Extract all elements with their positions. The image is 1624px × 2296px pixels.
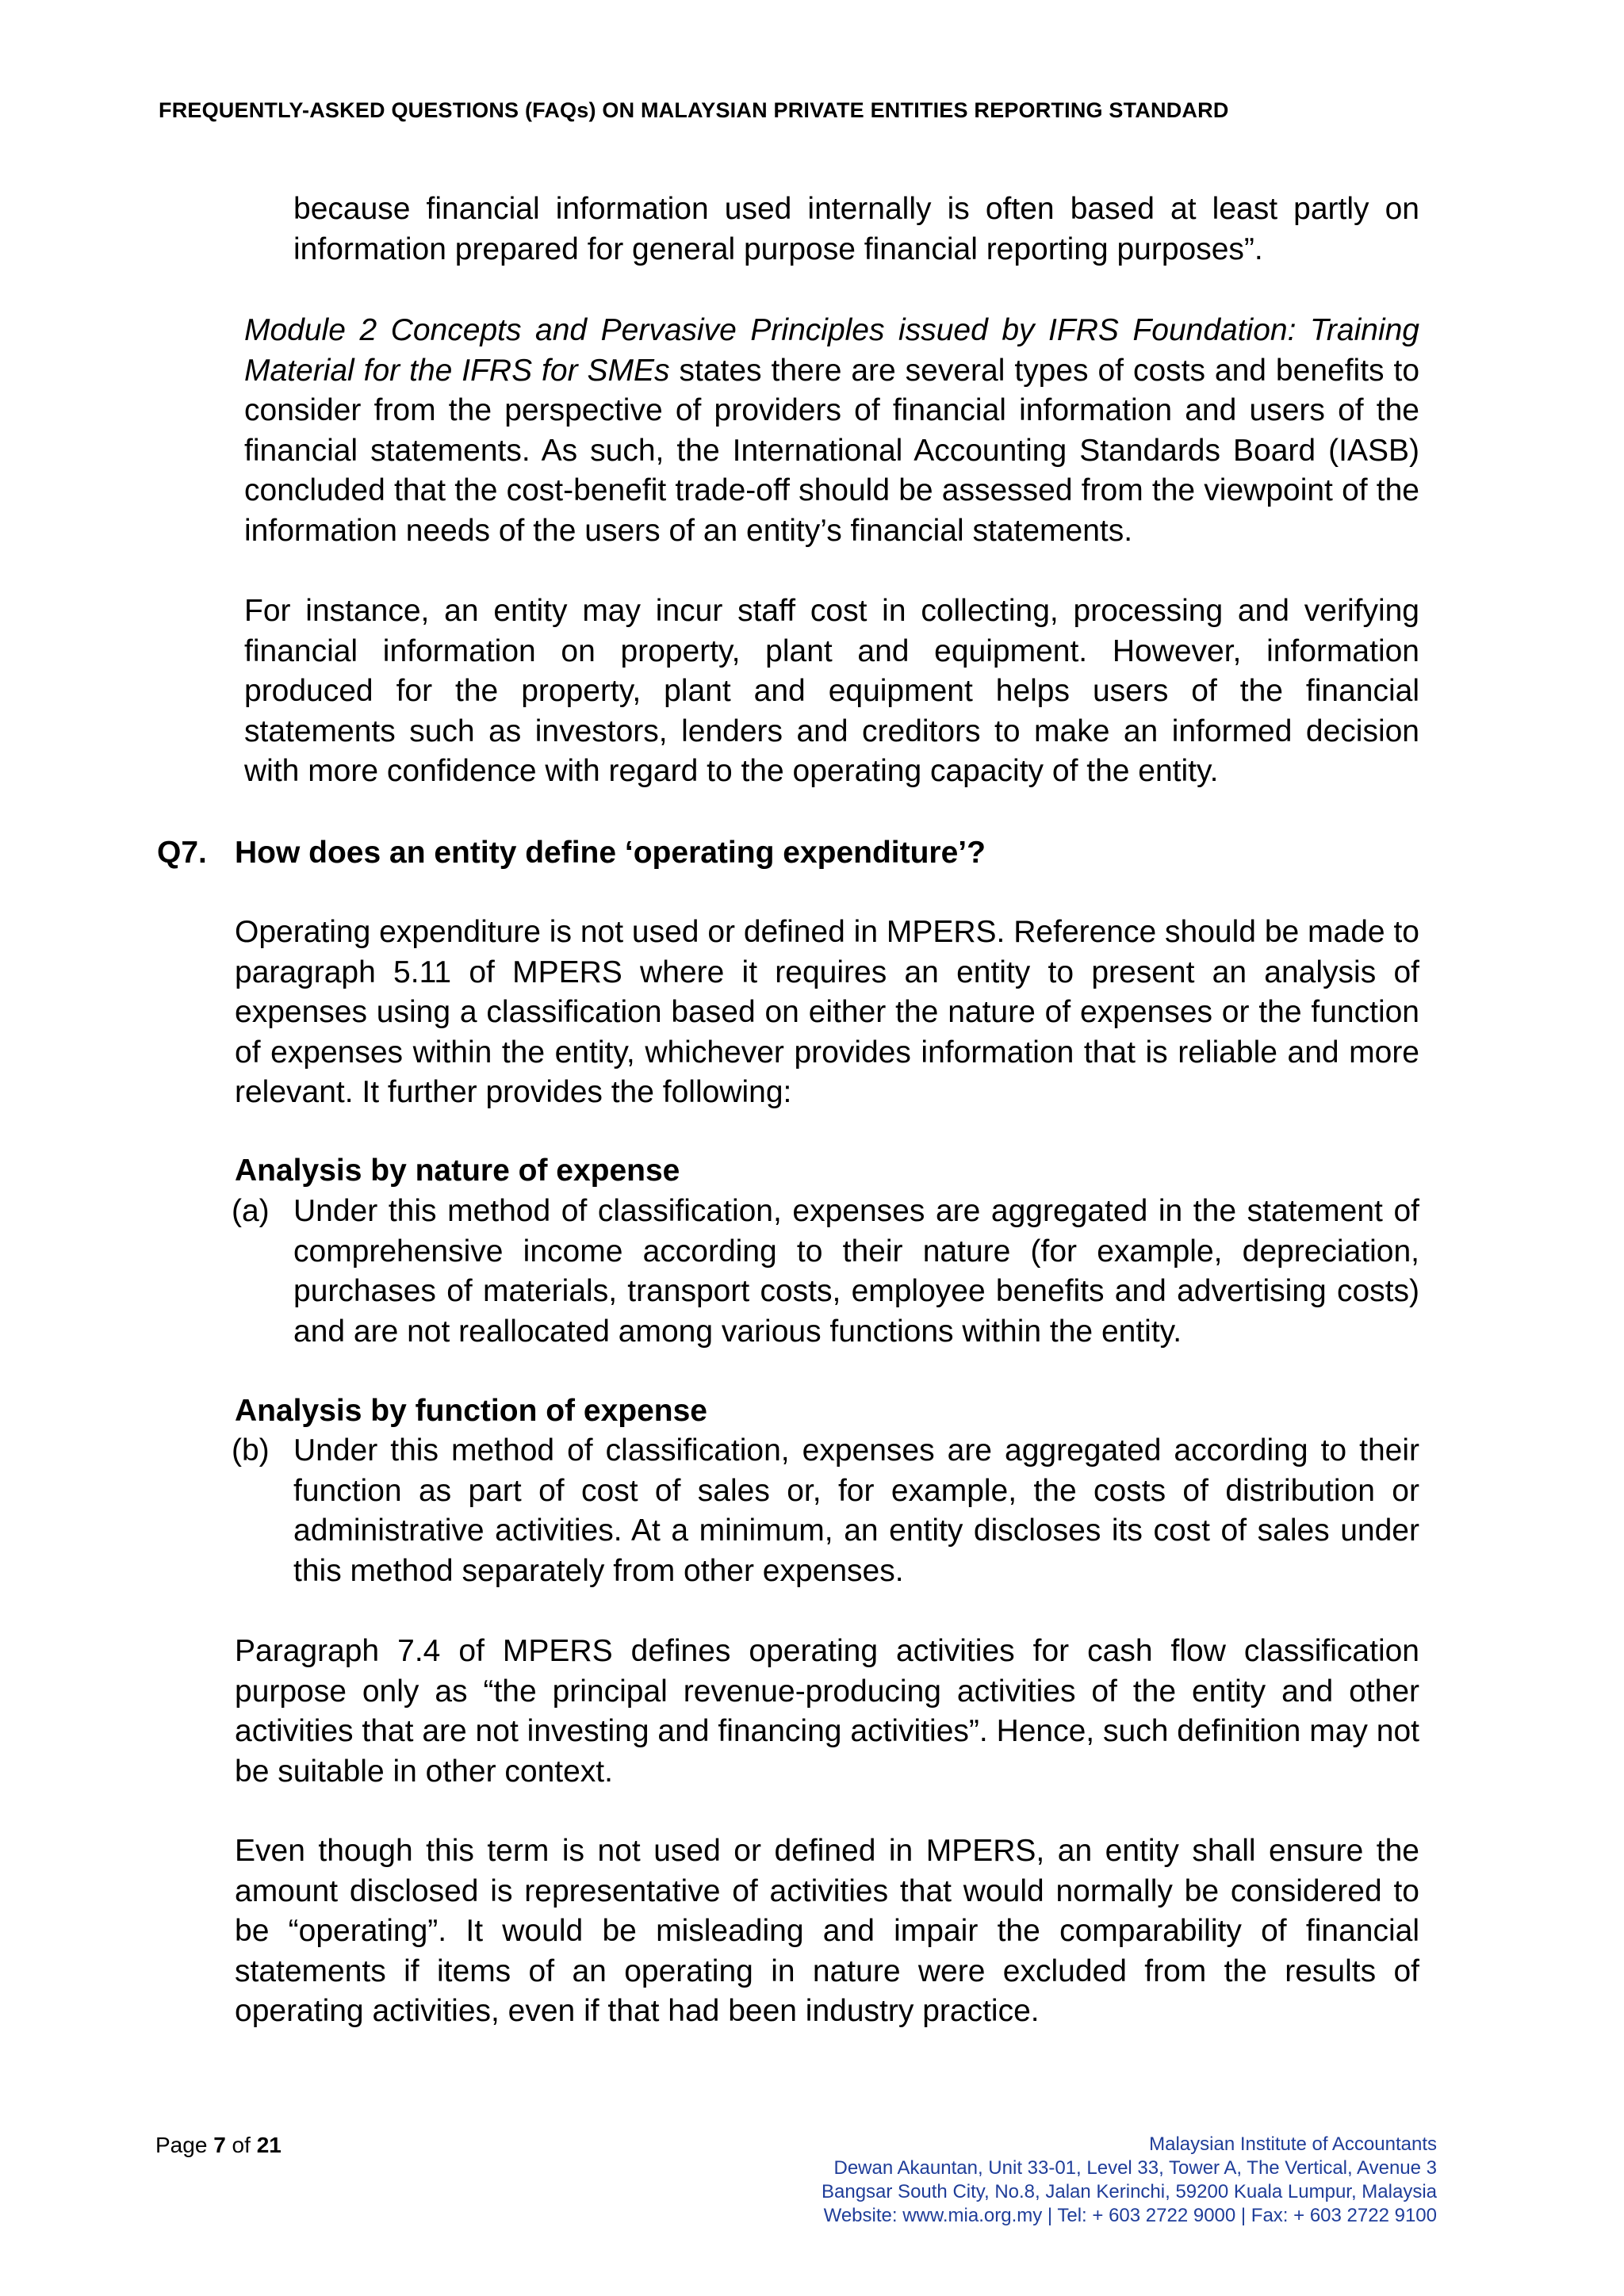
- function-of-expense-heading: Analysis by function of expense: [235, 1394, 707, 1428]
- item-a-text: Under this method of classification, expenses are aggregated in the statement of comprehensive income according to their nature (for example, depreciation, purchases of materials, transport costs, employee benefits and advertising costs) and are not reallocated among various functions within the entity.: [293, 1194, 1419, 1349]
- address-line-1: Dewan Akauntan, Unit 33-01, Level 33, Tower A, The Vertical, Avenue 3: [833, 2157, 1437, 2179]
- contact-line: Website: www.mia.org.my | Tel: + 603 2722 9000 | Fax: + 603 2722 9100: [823, 2205, 1437, 2226]
- page-number: [155, 2133, 282, 2158]
- instance-paragraph: For instance, an entity may incur staff cost in collecting, processing and verifying financial information on property, plant and equipment. However, information produced for the property, plant and equipment helps users of the financial statements such as investors, lenders and creditors to make an informed decision with more confidence with regard to the operating capacity of the entity.: [244, 594, 1419, 788]
- footer-address-block: [822, 2133, 1437, 2228]
- item-b-text: Under this method of classification, expenses are aggregated according to their function as part of cost of sales or, for example, the costs of distribution or administrative activities. At a minimum, an entity discloses its cost of sales under this method separately from other expenses.: [293, 1433, 1419, 1588]
- question-heading: How does an entity define ‘operating expenditure’?: [235, 836, 986, 870]
- question-number: Q7.: [157, 836, 207, 870]
- paragraph-7-4: Paragraph 7.4 of MPERS defines operating activities for cash flow classification purpose only as “the principal revenue-producing activities of the entity and other activities that are not investing and financing activities”. Hence, such definition may not be suitable in other context.: [235, 1634, 1419, 1789]
- continued-quote-paragraph: because financial information used internally is often based at least partly on information prepared for general purpose financial reporting purposes”.: [293, 192, 1419, 266]
- page-total: 21: [256, 2133, 282, 2157]
- even-though-paragraph: Even though this term is not used or defined in MPERS, an entity shall ensure the amount disclosed is representative of activities that would normally be considered to be “operating”. It would be misleading and impair the comparability of financial statements if items of an operating in nature were excluded from the results of operating activities, even if that had been industry practice.: [235, 1834, 1419, 2028]
- module-reference-title: Module 2 Concepts and Pervasive Principles issued by IFRS Foundation: Training Material for the IFRS for SMEs: [244, 313, 1419, 388]
- module-paragraph: [244, 311, 1419, 551]
- answer-intro-paragraph: Operating expenditure is not used or defined in MPERS. Reference should be made to paragraph 5.11 of MPERS where it requires an entity to present an analysis of expenses using a classification based on either the nature of expenses or the function of expenses within the entity, whichever provides information that is reliable and more relevant. It further provides the following:: [235, 915, 1419, 1109]
- address-line-2: Bangsar South City, No.8, Jalan Kerinchi, 59200 Kuala Lumpur, Malaysia: [822, 2181, 1437, 2202]
- page-of: of: [232, 2133, 251, 2157]
- module-paragraph-text: states there are several types of costs and benefits to consider from the perspective of providers of financial information and users of the financial statements. As such, the International Accounting Standards Board (IASB) concluded that the cost-benefit trade-off should be assessed from the viewpoint of the information needs of the users of an entity’s financial statements.: [244, 353, 1420, 548]
- nature-of-expense-heading: Analysis by nature of expense: [235, 1154, 680, 1188]
- page-word: Page: [155, 2133, 208, 2157]
- org-name: Malaysian Institute of Accountants: [1149, 2133, 1437, 2155]
- page-header: FREQUENTLY-ASKED QUESTIONS (FAQs) ON MALAYSIAN PRIVATE ENTITIES REPORTING STANDARD: [159, 98, 1229, 122]
- page-current: 7: [213, 2133, 226, 2157]
- item-b-label: (b): [232, 1433, 270, 1468]
- item-a-label: (a): [232, 1194, 270, 1228]
